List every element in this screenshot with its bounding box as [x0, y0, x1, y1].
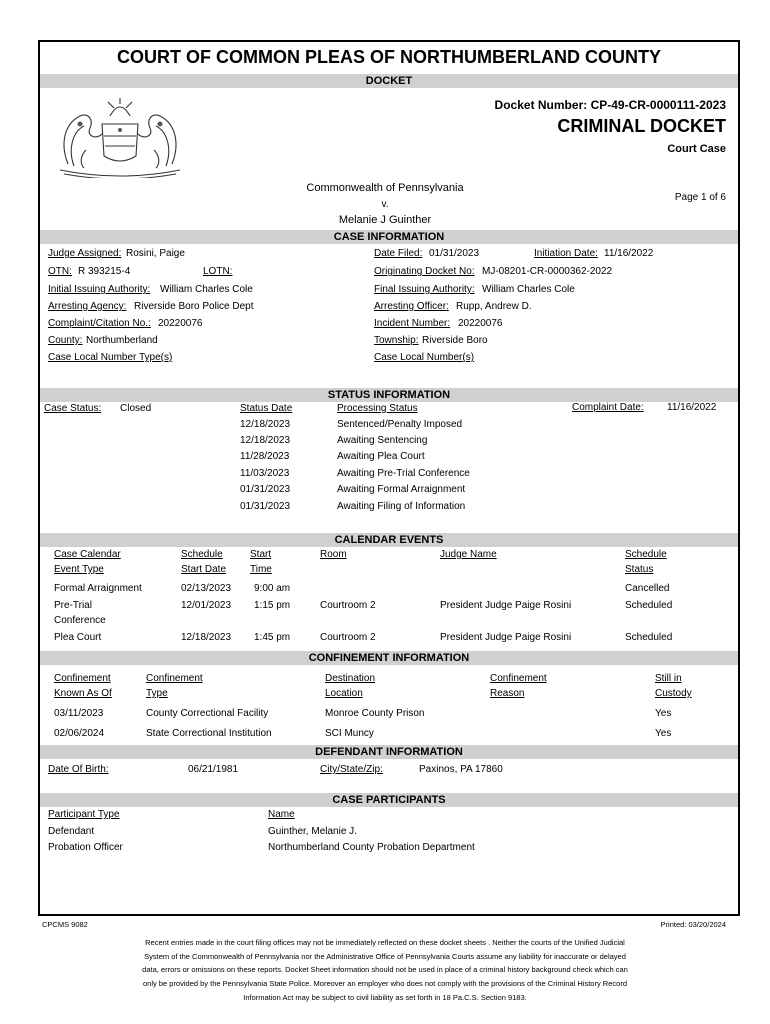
dob-value: 06/21/1981 [188, 764, 239, 775]
arresting-officer-value: Rupp, Andrew D. [456, 301, 532, 312]
complaint-value: 20220076 [158, 318, 203, 329]
initial-authority-value: William Charles Cole [160, 284, 253, 295]
disclaimer-line: Recent entries made in the court filing offices may not be immediately reflected on these docket sheets . Neither the courts of the Unified Judicial [145, 938, 625, 947]
township-value: Riverside Boro [422, 335, 488, 346]
calendar-events-band: CALENDAR EVENTS [40, 533, 738, 547]
case-status-label: Case Status: [44, 403, 102, 414]
final-authority-label: Final Issuing Authority: [374, 284, 475, 295]
disclaimer-line: only be provided by the Pennsylvania State Police. Moreover an employer who does not comply with the provisions of the Criminal History Record [143, 979, 627, 988]
caption-versus: v. [381, 199, 389, 210]
case-kind: Court Case [667, 143, 726, 155]
caption-plaintiff: Commonwealth of Pennsylvania [306, 182, 464, 194]
complaint-date-value: 11/16/2022 [667, 402, 717, 413]
date-filed-label: Date Filed: [374, 248, 423, 259]
originating-docket-value: MJ-08201-CR-0000362-2022 [482, 266, 613, 277]
otn-label: OTN: [48, 266, 72, 277]
city-state-zip-label: City/State/Zip: [320, 764, 383, 775]
township-label: Township: [374, 335, 419, 346]
disclaimer-line: System of the Commonwealth of Pennsylvania nor the Administrative Office of Pennsylvania Courts assume any liability for inaccurate or delayed [144, 952, 626, 961]
lotn-label: LOTN: [203, 266, 233, 277]
otn-value: R 393215-4 [78, 266, 131, 277]
page-counter: Page 1 of 6 [674, 192, 726, 203]
confinement-information-band: CONFINEMENT INFORMATION [40, 651, 738, 665]
incident-value: 20220076 [458, 318, 503, 329]
county-label: County: [48, 335, 83, 346]
local-number-label: Case Local Number(s) [374, 352, 475, 363]
city-state-zip-value: Paxinos, PA 17860 [419, 764, 503, 775]
judge-value: Rosini, Paige [126, 248, 185, 259]
docket-number: Docket Number: CP-49-CR-0000111-2023 [494, 98, 726, 112]
case-participants-band: CASE PARTICIPANTS [40, 793, 738, 807]
defendant-information-band: DEFENDANT INFORMATION [40, 745, 738, 759]
pennsylvania-seal [50, 94, 190, 178]
arresting-agency-value: Riverside Boro Police Dept [134, 301, 254, 312]
complaint-date-label: Complaint Date: [572, 402, 644, 413]
originating-docket-label: Originating Docket No: [374, 266, 475, 277]
complaint-label: Complaint/Citation No.: [48, 318, 151, 329]
county-value: Northumberland [86, 335, 158, 346]
initiation-date-label: Initiation Date: [534, 248, 598, 259]
dob-label: Date Of Birth: [48, 764, 109, 775]
final-authority-value: William Charles Cole [482, 284, 575, 295]
status-information-band: STATUS INFORMATION [40, 388, 738, 402]
docket-frame: COURT OF COMMON PLEAS OF NORTHUMBERLAND COUNTY DOCKET Docket Number: CP-49-CR-0000111-2023 CRIMINAL DOCKET Court Case Commonwealth of Pennsylvania v. Melanie J Guinther Page 1 of 6 CASE INFORMATION Judge Assigned: Rosini, Paige Date Filed: 01/31/2023 Initiation Date: 11/16/2022 OTN: R 393215-4 LOTN: Originating Docket No: MJ-08201-CR-0000362-2022 Initial Issuing Authority: William Charles Cole Final Issuing Authority: William Charles Cole Arresting Agency: Riverside Boro Police Dept Arresting Officer: Rupp, Andrew D. Complaint/Citation No.: 20220076 Incident Number: 20220076 County: Northumberland Township: Riverside Boro Case Local Number Type(s) Case Local Number(s) STATUS INFORMATION Case Status: Closed Status Date Processing Status Complaint Date: 11/16/2022 12/18/2023 Sentenced/Penalty Imposed 12/18/2023 Awaiting Sentencing 11/28/2023 Awaiting Plea Court 11/03/2023 Awaiting Pre-Trial Conference 01/31/2023 Awaiting Formal Arraignment 01/31/2023 Awaiting Filing of Information CALENDAR EVENTS Case Calendar Schedule Start Room Judge Name Schedule Event Type Start Date Time Status Formal Arraignment 02/13/2023 9:00 am Cancelled Pre-Trial 12/01/2023 1:15 pm Courtroom 2 President Judge Paige Rosini Scheduled Conference Plea Court 12/18/2023 1:45 pm Courtroom 2 President Judge Paige Rosini Scheduled CONFINEMENT INFORMATION Confinement Confinement Destination Confinement Still in Known As Of Type Location Reason Custody 03/11/2023 County Correctional Facility Monroe County Prison Yes 02/06/2024 State Correctional Institution SCI Muncy Yes DEFENDANT INFORMATION Date Of Birth: 06/21/1981 City/State/Zip: Paxinos, PA 17860 CASE PARTICIPANTS Participant Type Name Defendant Guinther, Melanie J. Probation Officer Northumberland County Probation Department [38, 40, 740, 916]
printed-date: Printed: 03/20/2024 [660, 920, 726, 929]
incident-label: Incident Number: [374, 318, 451, 329]
case-status-value: Closed [120, 403, 152, 414]
docket-band: DOCKET [40, 74, 738, 88]
initiation-date-value: 11/16/2022 [604, 248, 654, 259]
date-filed-value: 01/31/2023 [429, 248, 480, 259]
judge-label: Judge Assigned: [48, 248, 122, 259]
arresting-agency-label: Arresting Agency: [48, 301, 127, 312]
initial-authority-label: Initial Issuing Authority: [48, 284, 151, 295]
local-number-type-label: Case Local Number Type(s) [48, 352, 173, 363]
court-title: COURT OF COMMON PLEAS OF NORTHUMBERLAND COUNTY [117, 47, 661, 67]
disclaimer-line: data, errors or omissions on these reports. Docket Sheet information should not be used in place of a criminal history background check which can [142, 965, 628, 974]
form-id: CPCMS 9082 [42, 920, 88, 929]
case-information-band: CASE INFORMATION [40, 230, 738, 244]
caption-defendant: Melanie J Guinther [338, 214, 432, 226]
docket-type: CRIMINAL DOCKET [557, 116, 726, 136]
arresting-officer-label: Arresting Officer: [374, 301, 449, 312]
disclaimer-line: Information Act may be subject to civil liability as set forth in 18 Pa.C.S. Section 9183. [243, 993, 527, 1002]
